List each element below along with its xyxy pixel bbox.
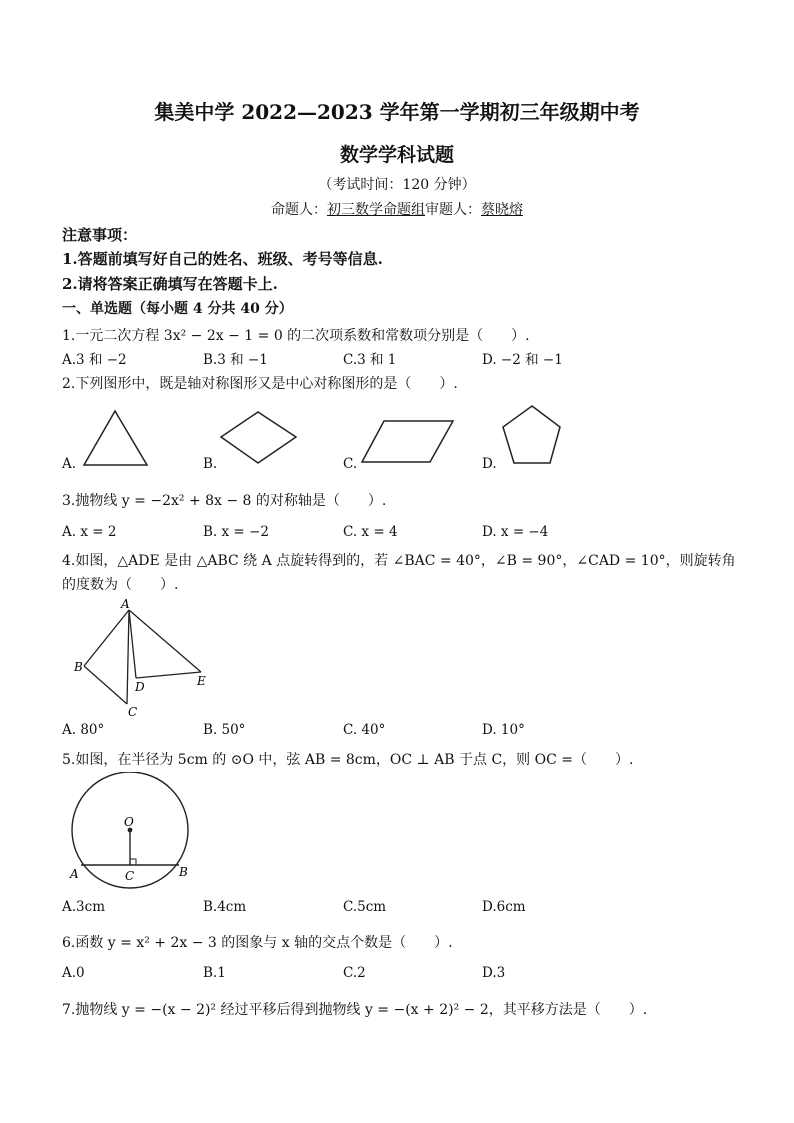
note-item-2: 2.请将答案正确填写在答题卡上. <box>62 275 278 293</box>
question-6-stem: 6.函数 y = x² + 2x − 3 的图象与 x 轴的交点个数是（ ）. <box>62 935 453 951</box>
q2-option-c: C. <box>343 456 358 472</box>
page-subtitle: 数学学科试题 <box>339 144 454 166</box>
question-5-stem: 5.如图，在半径为 5cm 的 ⊙O 中，弦 AB = 8cm，OC ⊥ AB 于点 C，则 OC =（ ）. <box>62 752 634 768</box>
parallelogram-figure <box>360 418 456 466</box>
label-e: E <box>197 674 206 688</box>
q2-option-a: A. <box>62 456 77 472</box>
q3-option-b: B. x = −2 <box>203 524 269 540</box>
q2-option-d: D. <box>482 456 497 472</box>
q3-option-a: A. x = 2 <box>62 524 117 540</box>
q1-option-c: C.3 和 1 <box>343 352 397 368</box>
q4-option-b: B. 50° <box>203 722 246 738</box>
circle-figure <box>62 772 202 890</box>
q6-option-b: B.1 <box>203 965 226 981</box>
q1-option-b: B.3 和 −1 <box>203 352 268 368</box>
triangle-figure <box>80 408 150 468</box>
author-label: 命题人： <box>271 202 327 218</box>
q3-option-c: C. x = 4 <box>343 524 398 540</box>
q6-option-d: D.3 <box>482 965 506 981</box>
q1-option-d: D. −2 和 −1 <box>482 352 563 368</box>
q5-option-b: B.4cm <box>203 899 247 915</box>
label-b: B <box>179 865 188 879</box>
author-line <box>0 199 794 219</box>
q3-option-d: D. x = −4 <box>482 524 549 540</box>
label-b: B <box>74 660 83 674</box>
rhombus-figure <box>218 408 300 468</box>
q1-option-a: A.3 和 −2 <box>62 352 127 368</box>
q5-option-c: C.5cm <box>343 899 387 915</box>
question-4-stem: 4.如图，△ADE 是由 △ABC 绕 A 点旋转得到的，若 ∠BAC = 40°，∠B = 90°，∠CAD = 10°，则旋转角 <box>62 553 736 569</box>
label-d: D <box>135 680 145 694</box>
question-3-stem: 3.抛物线 y = −2x² + 8x − 8 的对称轴是（ ）. <box>62 493 387 509</box>
q4-option-d: D. 10° <box>482 722 525 738</box>
q4-option-c: C. 40° <box>343 722 386 738</box>
rotation-figure <box>70 596 220 721</box>
question-7-stem: 7.抛物线 y = −(x − 2)² 经过平移后得到抛物线 y = −(x + 2)² − 2，其平移方法是（ ）. <box>62 1002 648 1018</box>
author-name: 初三数学命题组 <box>327 202 425 218</box>
page-title: 集美中学 2022—2023 学年第一学期初三年级期中考 <box>154 100 640 124</box>
notes-title: 注意事项： <box>62 226 138 244</box>
q6-option-a: A.0 <box>62 965 85 981</box>
reviewer-label: 审题人： <box>425 202 481 218</box>
q5-option-d: D.6cm <box>482 899 526 915</box>
q2-option-b: B. <box>203 456 218 472</box>
q6-option-c: C.2 <box>343 965 366 981</box>
label-c: C <box>128 705 138 719</box>
question-1-stem: 1.一元二次方程 3x² − 2x − 1 = 0 的二次项系数和常数项分别是（ ）. <box>62 328 530 344</box>
label-c: C <box>125 869 135 883</box>
q4-option-a: A. 80° <box>62 722 105 738</box>
exam-time: （考试时间：120 分钟） <box>318 177 476 193</box>
reviewer-name: 蔡晓熔 <box>481 202 523 218</box>
pentagon-figure <box>500 403 564 467</box>
note-item-1: 1.答题前填写好自己的姓名、班级、考号等信息. <box>62 250 383 268</box>
section-title: 一、单选题（每小题 4 分共 40 分） <box>62 301 293 317</box>
label-o: O <box>124 815 134 829</box>
label-a: A <box>70 867 79 881</box>
q5-option-a: A.3cm <box>62 899 105 915</box>
question-4-stem-cont: 的度数为（ ）. <box>62 577 179 593</box>
label-a: A <box>121 597 130 611</box>
question-2-stem: 2.下列图形中，既是轴对称图形又是中心对称图形的是（ ）. <box>62 376 458 392</box>
